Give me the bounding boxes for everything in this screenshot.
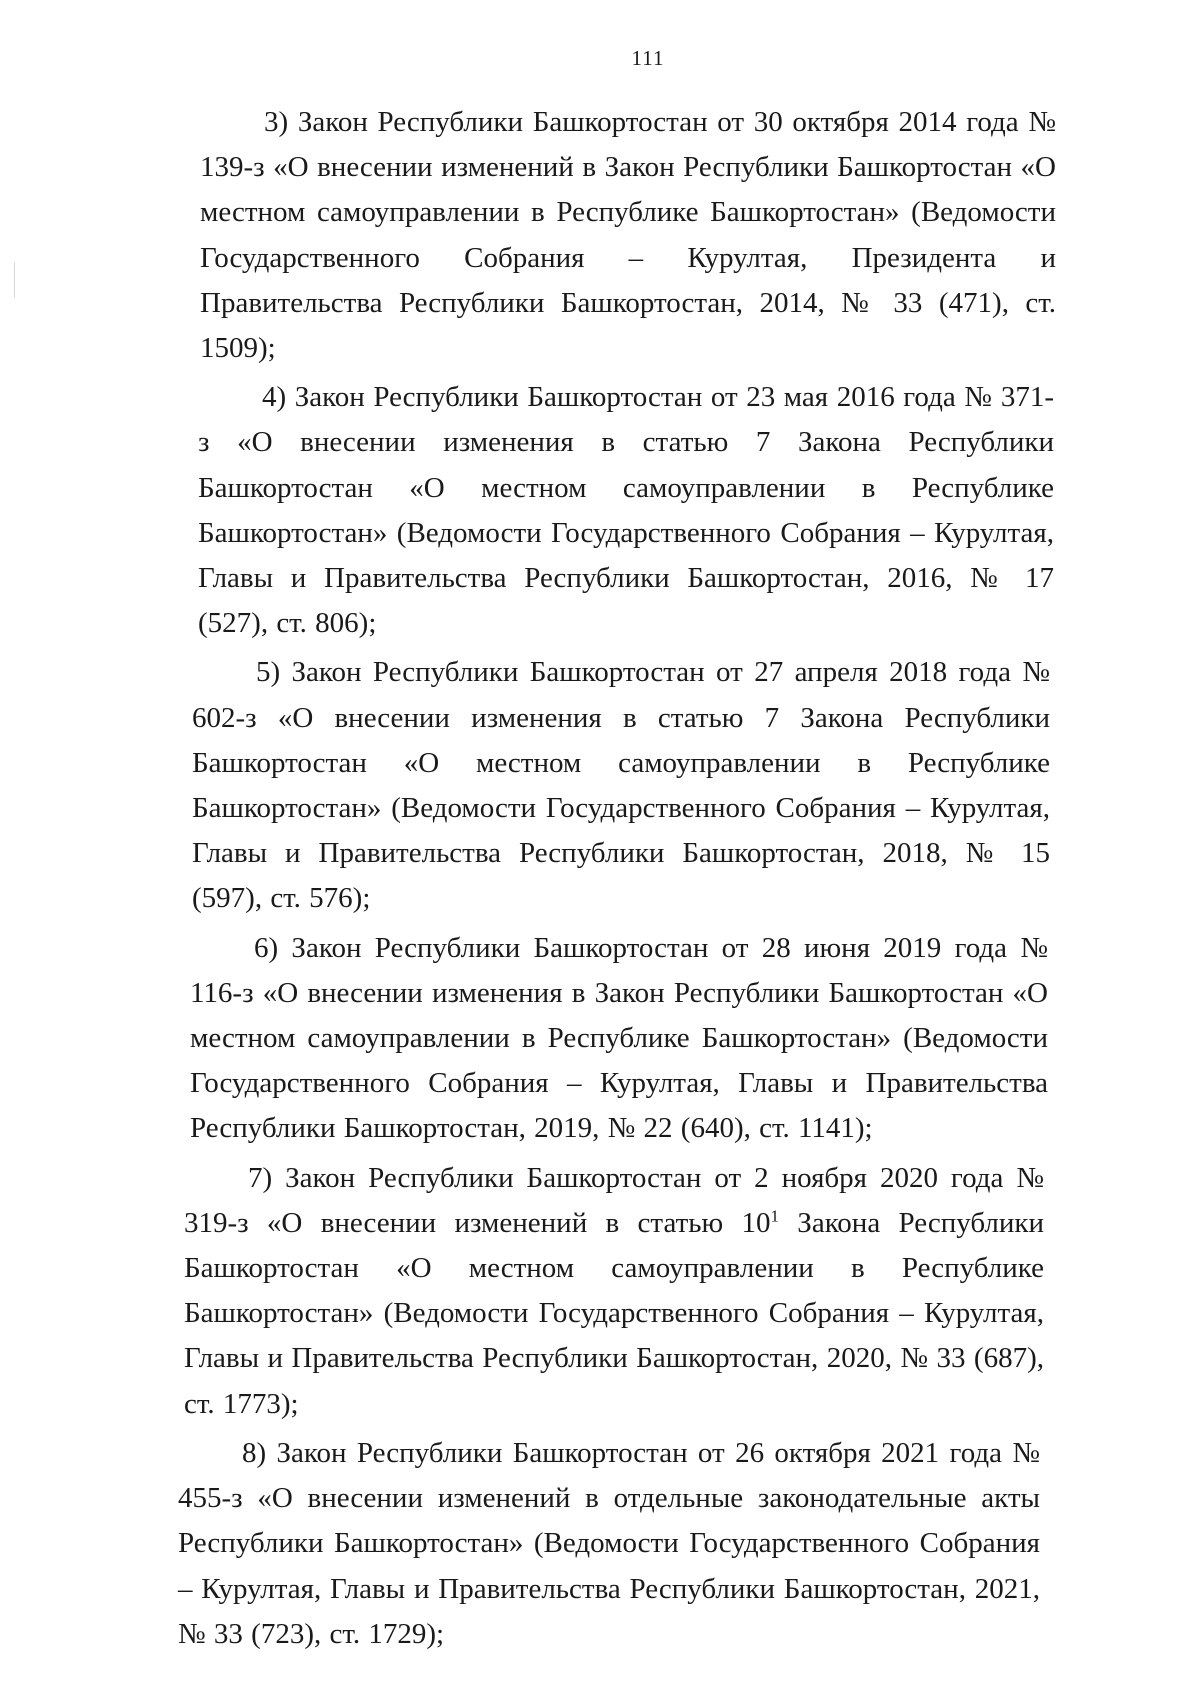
law-7-text-start: 7) Закон Республики Башкортостан от 2 ноября 2020 года № 319-з «О внесении изменений в статью 10 [184, 1161, 1044, 1239]
page-number: 111 [631, 46, 665, 70]
list-item-law-7 [184, 1156, 1044, 1427]
list-item-law-3: 3) Закон Республики Башкортостан от 30 октября 2014 года № 139-з «О внесении изменений в Закон Республики Башкортостан «О местном самоуправлении в Республике Башкортостан» (Ведомости Государственного Собрания – Курултая, Президента и Правительства Республики Башкортостан, 2014, № 33 (471), ст. 1509); [200, 106, 1056, 365]
law-7-superscript: 1 [770, 1206, 779, 1226]
list-item-law-4: 4) Закон Республики Башкортостан от 23 мая 2016 года № 371-з «О внесении изменения в статью 7 Закона Республики Башкортостан «О местном самоуправлении в Республике Башкортостан» (Ведомости Государственного Собрания – Курултая, Главы и Правительства Республики Башкортостан, 2016, № 17 (527), ст. 806); [198, 381, 1054, 640]
law-7-text-end: Закона Республики Башкортостан «О местном самоуправлении в Республике Башкортостан» (Ведомости Государственного Собрания – Курултая, Главы и Правительства Республики Башкортостан, 2020, № 33 (687), ст. 1773); [184, 1206, 1044, 1420]
list-item-law-8: 8) Закон Республики Башкортостан от 26 октября 2021 года № 455-з «О внесении изменений в отдельные законодательные акты Республики Башкортостан» (Ведомости Государственного Собрания – Курултая, Главы и Правительства Республики Башкортостан, 2021, № 33 (723), ст. 1729); [178, 1436, 1040, 1650]
list-item-law-5: 5) Закон Республики Башкортостан от 27 апреля 2018 года № 602-з «О внесении изменения в статью 7 Закона Республики Башкортостан «О местном самоуправлении в Республике Башкортостан» (Ведомости Государственного Собрания – Курултая, Главы и Правительства Республики Башкортостан, 2018, № 15 (597), ст. 576); [192, 656, 1050, 915]
document-body [0, 100, 1200, 1661]
list-item-law-6: 6) Закон Республики Башкортостан от 28 июня 2019 года № 116-з «О внесении изменения в Закон Республики Башкортостан «О местном самоуправлении в Республике Башкортостан» (Ведомости Государственного Собрания – Курултая, Главы и Правительства Республики Башкортостан, 2019, № 22 (640), ст. 1141); [190, 931, 1048, 1145]
